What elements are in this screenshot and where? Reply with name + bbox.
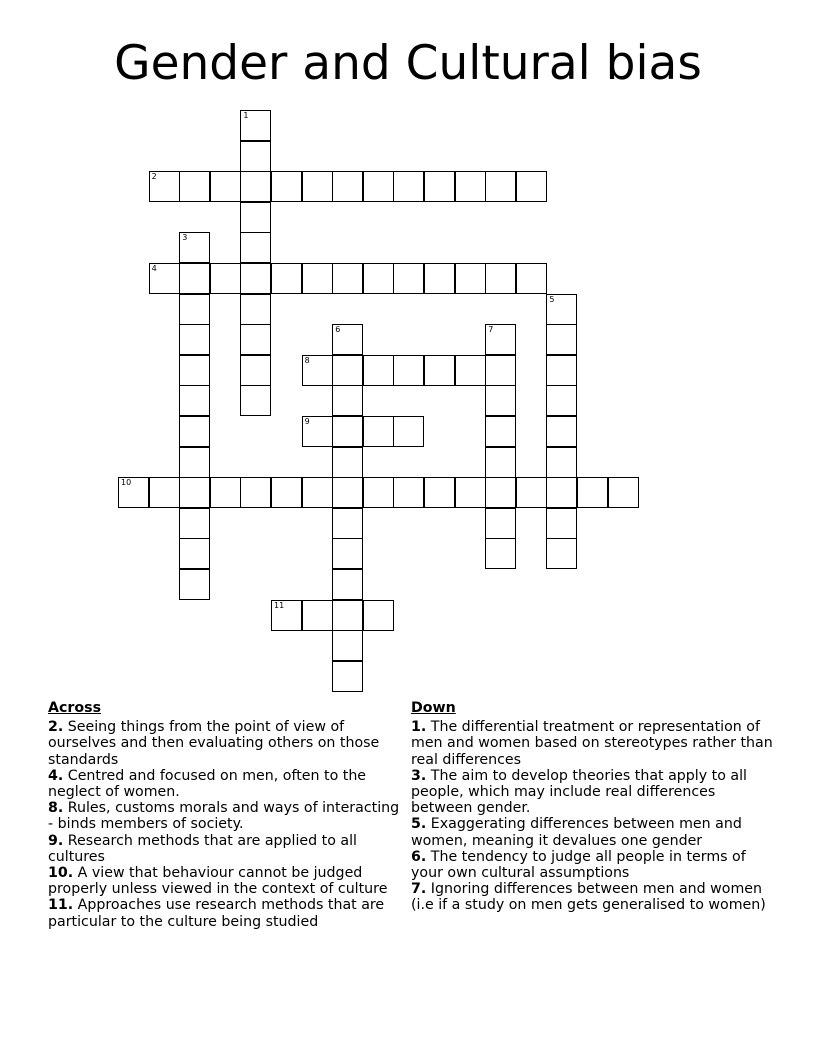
grid-cell[interactable] (240, 141, 271, 172)
grid-cell[interactable] (546, 477, 577, 508)
grid-cell[interactable] (608, 477, 639, 508)
grid-cell[interactable] (302, 416, 333, 447)
grid-cell[interactable] (393, 477, 424, 508)
grid-cell[interactable] (179, 294, 210, 325)
grid-cell[interactable] (149, 263, 180, 294)
grid-cell[interactable] (332, 508, 363, 539)
grid-cell[interactable] (546, 416, 577, 447)
grid-cell[interactable] (455, 477, 486, 508)
clue-across-11 (48, 897, 406, 929)
grid-cell[interactable] (516, 263, 547, 294)
clue-number: 4. (48, 767, 64, 784)
grid-cell[interactable] (332, 447, 363, 478)
clue-across-8 (48, 800, 406, 832)
grid-cell[interactable] (546, 385, 577, 416)
clue-text: Rules, customs morals and ways of interacting - binds members of society. (48, 800, 400, 833)
grid-cell[interactable] (485, 538, 516, 569)
grid-cell[interactable] (302, 263, 333, 294)
grid-cell[interactable] (302, 477, 333, 508)
grid-cell[interactable] (332, 538, 363, 569)
cell-number: 10 (121, 478, 132, 488)
grid-cell[interactable] (332, 385, 363, 416)
across-clues (48, 700, 406, 930)
cell-number: 11 (274, 600, 285, 610)
grid-cell[interactable] (210, 171, 241, 202)
grid-cell[interactable] (393, 416, 424, 447)
grid-cell[interactable] (210, 477, 241, 508)
grid-cell[interactable] (546, 324, 577, 355)
grid-cell[interactable] (332, 416, 363, 447)
grid-cell[interactable] (179, 171, 210, 202)
grid-cell[interactable] (240, 477, 271, 508)
cell-number: 6 (335, 325, 341, 335)
grid-cell[interactable] (485, 416, 516, 447)
grid-cell[interactable] (149, 477, 180, 508)
clue-across-10 (48, 865, 406, 897)
grid-cell[interactable] (424, 171, 455, 202)
clue-text: Seeing things from the point of view of ourselves and then evaluating others on those standards (48, 719, 380, 768)
grid-cell[interactable] (179, 232, 210, 263)
grid-cell[interactable] (516, 477, 547, 508)
cell-number: 3 (182, 233, 188, 243)
grid-cell[interactable] (424, 263, 455, 294)
down-clues (411, 700, 779, 914)
grid-cell[interactable] (455, 263, 486, 294)
grid-cell[interactable] (332, 355, 363, 386)
grid-cell[interactable] (332, 661, 363, 692)
grid-cell[interactable] (546, 355, 577, 386)
grid-cell[interactable] (485, 508, 516, 539)
clue-number: 2. (48, 719, 64, 736)
grid-cell[interactable] (455, 171, 486, 202)
grid-cell[interactable] (118, 477, 149, 508)
grid-cell[interactable] (332, 600, 363, 631)
grid-cell[interactable] (271, 171, 302, 202)
grid-cell[interactable] (240, 355, 271, 386)
grid-cell[interactable] (302, 355, 333, 386)
grid-cell[interactable] (363, 263, 394, 294)
clue-text: The differential treatment or representation of men and women based on stereotypes rather than real differences (411, 719, 773, 768)
clue-text: The aim to develop theories that apply to all people, which may include real differences between gender. (411, 767, 747, 817)
clue-down-1 (411, 719, 779, 768)
clue-number: 6. (411, 848, 427, 865)
clue-number: 8. (48, 800, 64, 817)
clue-down-7 (411, 881, 779, 913)
clue-text: Research methods that are applied to all cultures (48, 832, 357, 865)
grid-cell[interactable] (485, 324, 516, 355)
grid-cell[interactable] (240, 263, 271, 294)
clue-text: A view that behaviour cannot be judged properly unless viewed in the context of culture (48, 865, 388, 898)
grid-cell[interactable] (179, 416, 210, 447)
clue-number: 10. (48, 865, 74, 882)
grid-cell[interactable] (240, 324, 271, 355)
cell-number: 5 (549, 294, 555, 304)
grid-cell[interactable] (240, 232, 271, 263)
grid-cell[interactable] (546, 447, 577, 478)
grid-cell[interactable] (485, 477, 516, 508)
grid-cell[interactable] (210, 263, 241, 294)
clue-down-5 (411, 816, 779, 848)
grid-cell[interactable] (485, 355, 516, 386)
grid-cell[interactable] (363, 416, 394, 447)
grid-cell[interactable] (485, 263, 516, 294)
grid-cell[interactable] (240, 171, 271, 202)
grid-cell[interactable] (179, 447, 210, 478)
clue-text: The tendency to judge all people in terms of your own cultural assumptions (411, 848, 746, 882)
cell-number: 7 (488, 325, 494, 335)
grid-cell[interactable] (179, 569, 210, 600)
puzzle-title: Gender and Cultural bias (114, 36, 702, 91)
clue-down-6 (411, 849, 779, 881)
down-heading: Down (411, 700, 456, 716)
grid-cell[interactable] (546, 538, 577, 569)
grid-cell[interactable] (240, 110, 271, 141)
grid-cell[interactable] (577, 477, 608, 508)
grid-cell[interactable] (332, 477, 363, 508)
grid-cell[interactable] (179, 324, 210, 355)
clue-across-9 (48, 833, 406, 865)
grid-cell[interactable] (424, 477, 455, 508)
grid-cell[interactable] (332, 630, 363, 661)
grid-cell[interactable] (516, 171, 547, 202)
grid-cell[interactable] (332, 569, 363, 600)
grid-cell[interactable] (332, 171, 363, 202)
grid-cell[interactable] (455, 355, 486, 386)
grid-cell[interactable] (302, 171, 333, 202)
grid-cell[interactable] (363, 477, 394, 508)
grid-cell[interactable] (485, 385, 516, 416)
grid-cell[interactable] (179, 385, 210, 416)
grid-cell[interactable] (393, 355, 424, 386)
grid-cell[interactable] (393, 171, 424, 202)
grid-cell[interactable] (393, 263, 424, 294)
grid-cell[interactable] (332, 324, 363, 355)
grid-cell[interactable] (485, 447, 516, 478)
clue-number: 9. (48, 832, 64, 849)
grid-cell[interactable] (271, 263, 302, 294)
grid-cell[interactable] (179, 263, 210, 294)
grid-cell[interactable] (179, 355, 210, 386)
grid-cell[interactable] (363, 171, 394, 202)
clue-across-4 (48, 768, 406, 800)
clue-across-2 (48, 719, 406, 768)
grid-cell[interactable] (240, 202, 271, 233)
grid-cell[interactable] (179, 508, 210, 539)
grid-cell[interactable] (546, 508, 577, 539)
grid-cell[interactable] (485, 171, 516, 202)
clue-number: 5. (411, 816, 427, 833)
grid-cell[interactable] (546, 294, 577, 325)
grid-cell[interactable] (302, 600, 333, 631)
clue-down-3 (411, 768, 779, 817)
grid-cell[interactable] (179, 477, 210, 508)
across-heading: Across (48, 700, 102, 716)
grid-cell[interactable] (240, 385, 271, 416)
clue-text: Approaches use research methods that are particular to the culture being studied (48, 897, 385, 930)
grid-cell[interactable] (271, 600, 302, 631)
grid-cell[interactable] (179, 538, 210, 569)
grid-cell[interactable] (240, 294, 271, 325)
clue-number: 3. (411, 767, 427, 784)
grid-cell[interactable] (149, 171, 180, 202)
grid-cell[interactable] (424, 355, 455, 386)
grid-cell[interactable] (363, 355, 394, 386)
grid-cell[interactable] (363, 600, 394, 631)
clue-number: 11. (48, 897, 74, 914)
clue-text: Centred and focused on men, often to the neglect of women. (48, 767, 367, 801)
cell-number: 4 (151, 264, 157, 273)
grid-cell[interactable] (271, 477, 302, 508)
cell-number: 2 (151, 172, 157, 182)
clue-text: Exaggerating differences between men and women, meaning it devalues one gender (411, 816, 742, 849)
cell-number: 1 (243, 111, 249, 120)
clue-number: 7. (411, 881, 427, 898)
clue-number: 1. (411, 719, 427, 736)
cell-number: 8 (304, 355, 310, 365)
grid-cell[interactable] (332, 263, 363, 294)
cell-number: 9 (304, 417, 310, 426)
clue-text: Ignoring differences between men and women (i.e if a study on men gets generalised to women) (411, 881, 766, 914)
